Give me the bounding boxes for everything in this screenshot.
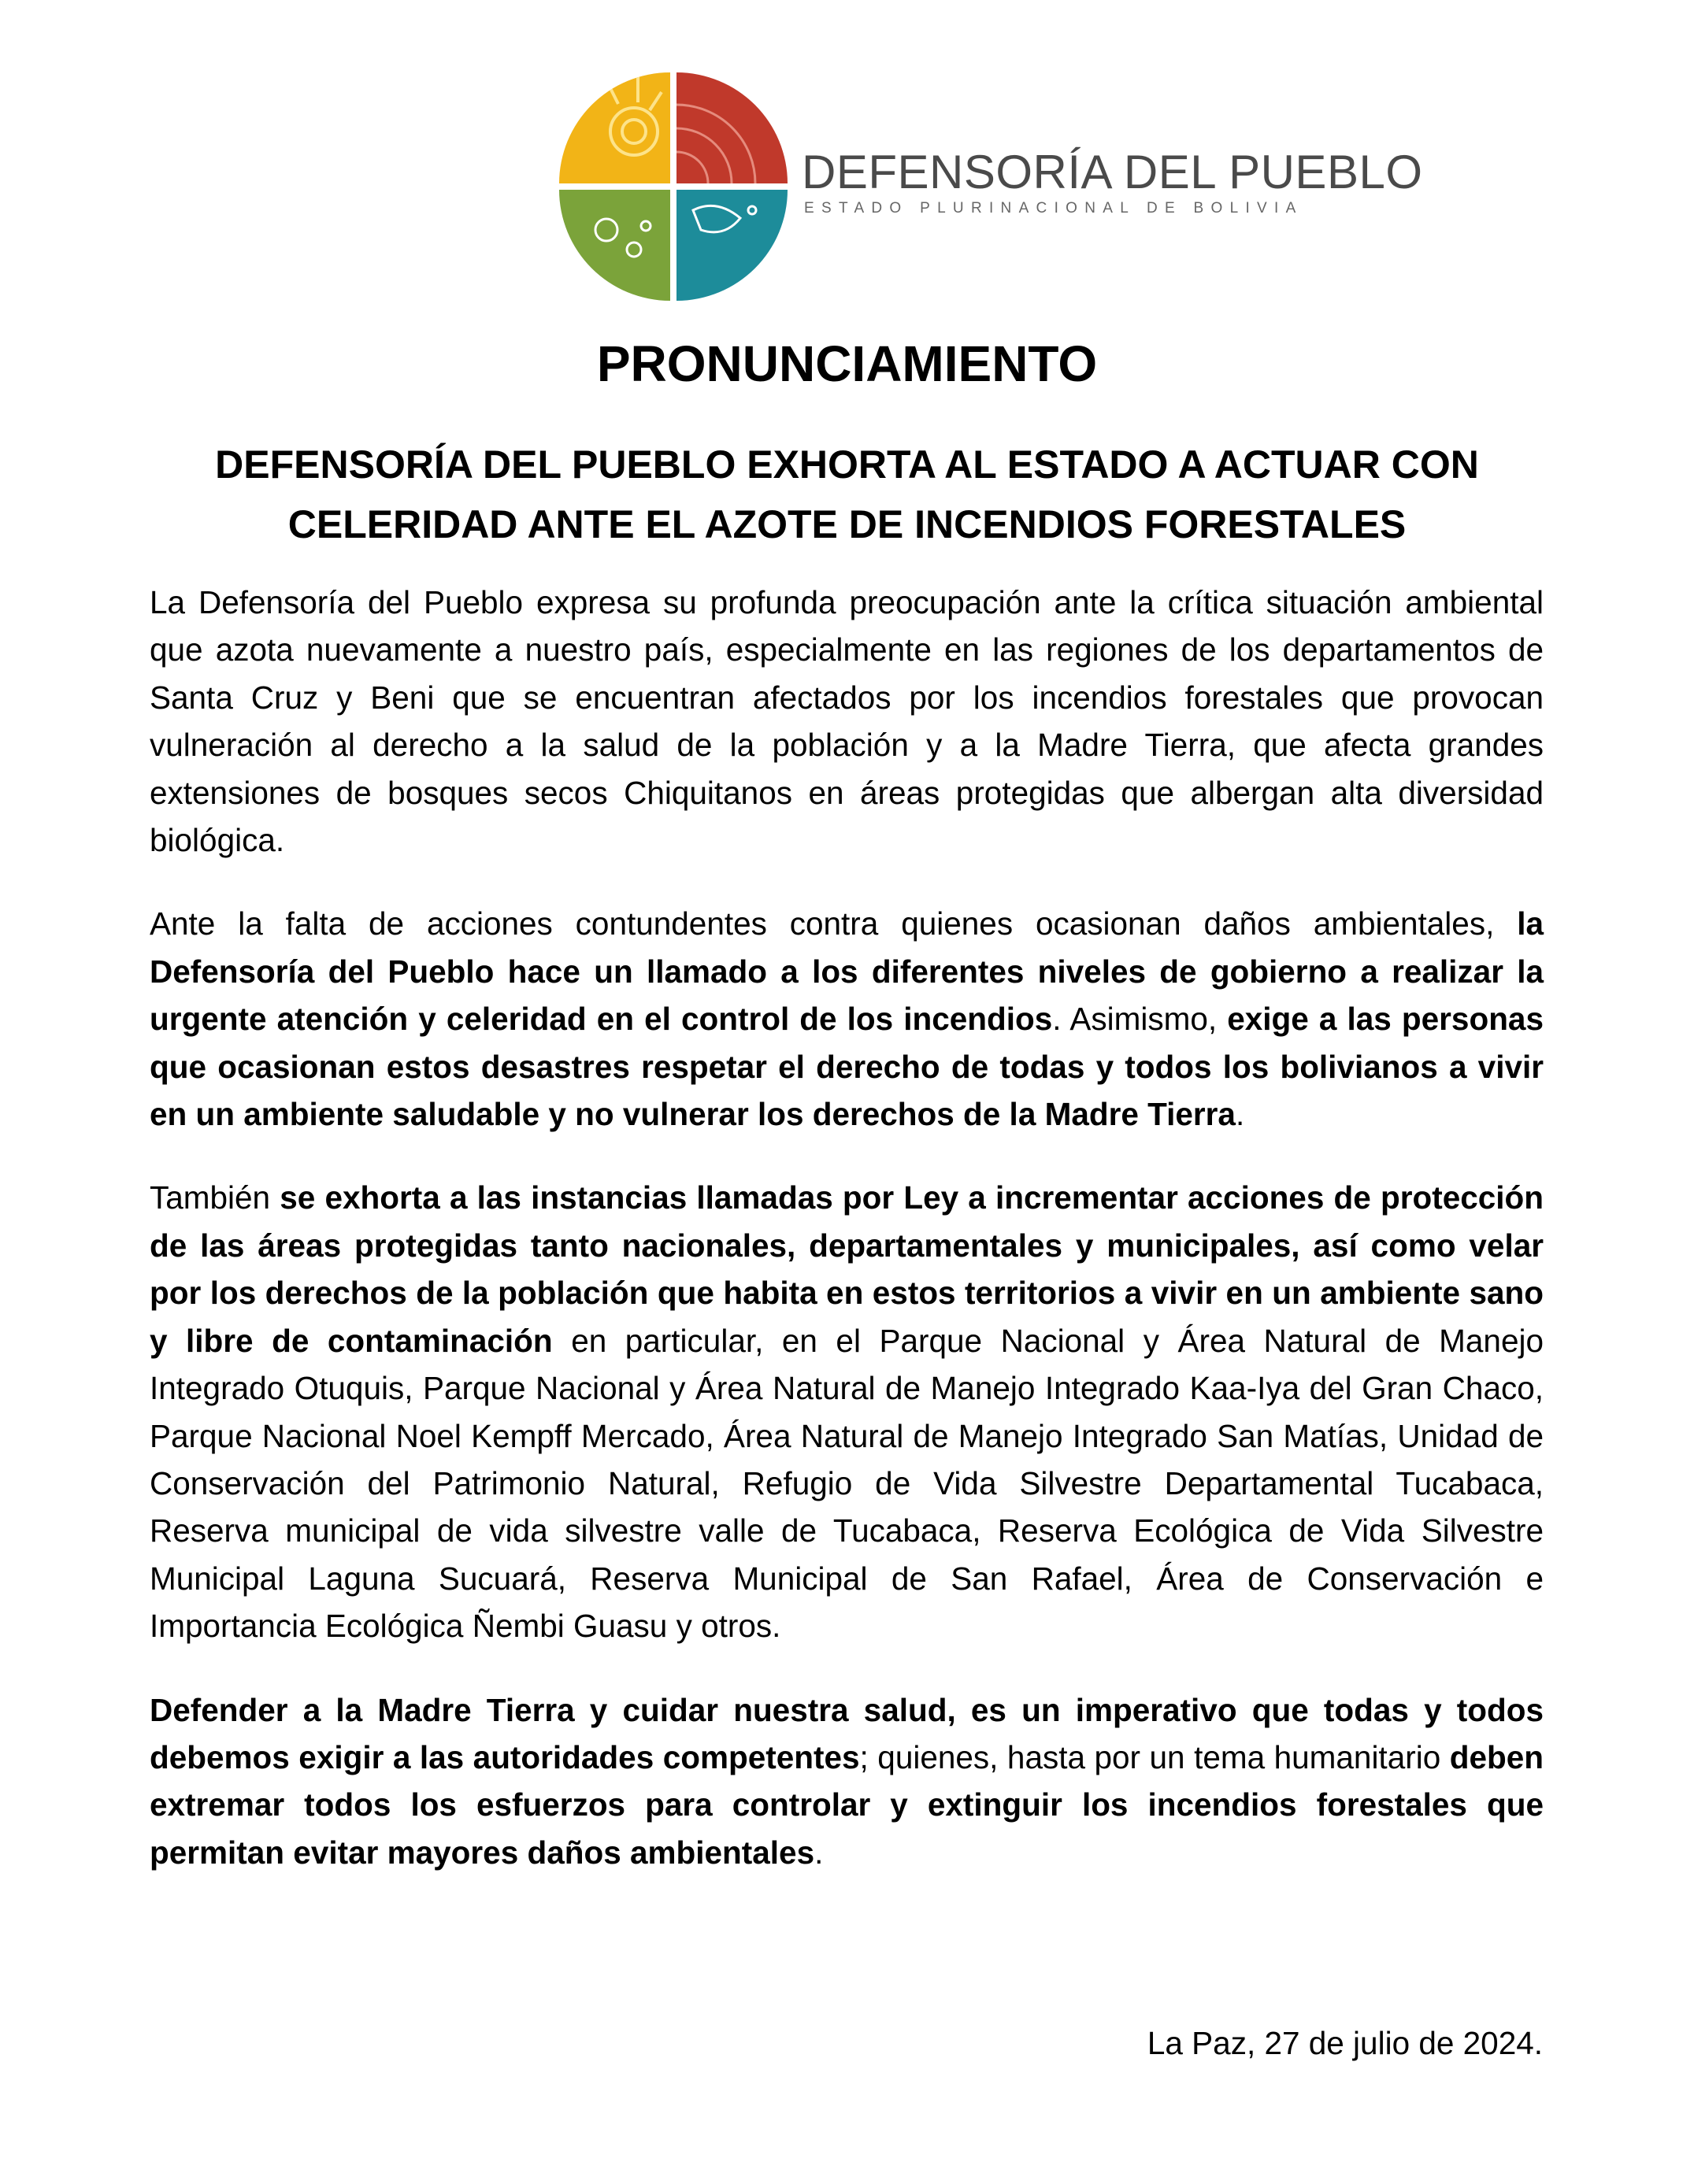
text-run: Ante la falta de acciones contundentes contra quienes ocasionan daños ambientales,	[150, 905, 1518, 942]
text-run: en particular, en el Parque Nacional y Área Natural de Manejo Integrado Otuquis, Parque Nacional y Área Natural de Manejo Integrado Kaa-Iya del Gran Chaco, Parque Nacional Noel Kempff Mercado, Área Natural de Manejo Integrado San Matías, Unidad de Conservación del Patrimonio Natural, Refugio de Vida Silvestre Departamental Tucabaca, Reserva municipal de vida silvestre valle de Tucabaca, Reserva Ecológica de Vida Silvestre Municipal Laguna Sucuará, Reserva Municipal de San Rafael, Área de Conservación e Importancia Ecológica Ñembi Guasu y otros.	[150, 1322, 1544, 1645]
emblem-quadrant-green	[559, 190, 670, 301]
defensoria-emblem-icon	[559, 72, 788, 301]
text-run: .	[1235, 1096, 1245, 1133]
paragraph	[150, 1174, 1544, 1649]
logo	[559, 72, 1423, 301]
paragraph	[150, 579, 1544, 864]
paragraph	[150, 900, 1544, 1138]
document-body	[150, 579, 1544, 1912]
document-title: PRONUNCIAMIENTO	[596, 335, 1098, 392]
bold-text-run: deben extremar todos los esfuerzos para controlar y extinguir los incendios forestales que permitan evitar mayores daños ambientales	[150, 1738, 1544, 1871]
document-subtitle: DEFENSORÍA DEL PUEBLO EXHORTA AL ESTADO A ACTUAR CON CELERIDAD ANTE EL AZOTE DE INCENDIOS FORESTALES	[215, 442, 1479, 546]
text-run: . Asimismo,	[1052, 1001, 1228, 1038]
bold-text-run: se exhorta a las instancias llamadas por Ley a incrementar acciones de protección de las áreas protegidas tanto nacionales, departamentales y municipales, así como velar por los derechos de la población que habita en estos territorios a vivir en un ambiente sano y libre de contaminación	[150, 1179, 1544, 1359]
text-run: ; quienes, hasta por un tema humanitario	[859, 1738, 1450, 1775]
date-line: La Paz, 27 de julio de 2024.	[1147, 2025, 1543, 2061]
logo-name: DEFENSORÍA DEL PUEBLO	[802, 146, 1423, 198]
text-run: También	[150, 1179, 280, 1216]
bold-text-run: exige a las personas que ocasionan estos desastres respetar el derecho de todas y todos los bolivianos a vivir en un ambiente saludable y no vulnerar los derechos de la Madre Tierra	[150, 1001, 1544, 1133]
bold-text-run: la Defensoría del Pueblo hace un llamado a los diferentes niveles de gobierno a realizar la urgente atención y celeridad en el control de los incendios	[150, 905, 1544, 1038]
emblem-quadrant-teal	[676, 190, 788, 301]
bold-text-run: Defender a la Madre Tierra y cuidar nuestra salud, es un imperativo que todas y todos debemos exigir a las autoridades competentes	[150, 1691, 1544, 1775]
text-run: La Defensoría del Pueblo expresa su profunda preocupación ante la crítica situación ambiental que azota nuevamente a nuestro país, especialmente en las regiones de los departamentos de Santa Cruz y Beni que se encuentran afectados por los incendios forestales que provocan vulneración al derecho a la salud de la población y a la Madre Tierra, que afecta grandes extensiones de bosques secos Chiquitanos en áreas protegidas que albergan alta diversidad biológica.	[150, 584, 1544, 859]
text-run: .	[814, 1834, 824, 1871]
logo-subtitle: ESTADO PLURINACIONAL DE BOLIVIA	[804, 200, 1303, 217]
paragraph	[150, 1686, 1544, 1877]
emblem-quadrant-yellow	[559, 72, 670, 183]
